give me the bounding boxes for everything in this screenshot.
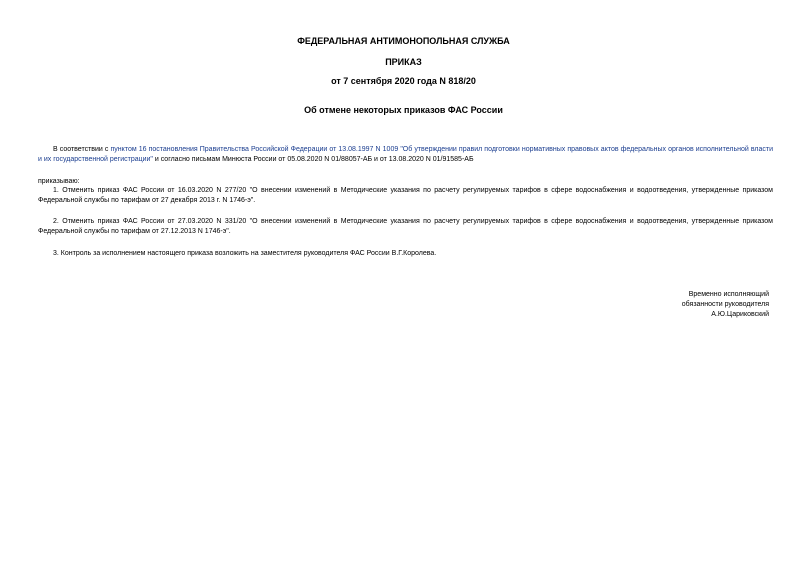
signature-position-line1: Временно исполняющий (688, 291, 769, 298)
intro-paragraph (38, 145, 773, 165)
signature-position-line2: обязанности руководителя (681, 301, 769, 308)
legal-reference-link[interactable]: пунктом 16 постановления Правительства Российской Федерации от 13.08.1997 N 1009 "Об утверждении правил подготовки нормативных правовых актов федеральных органов исполнительной власти и их государственной регистрации" (38, 146, 773, 163)
agency-name: ФЕДЕРАЛЬНАЯ АНТИМОНОПОЛЬНАЯ СЛУЖБА (297, 36, 510, 46)
order-item-3: 3. Контроль за исполнением настоящего приказа возложить на заместителя руководителя ФАС России В.Г.Королева. (53, 250, 437, 257)
order-item-1: 1. Отменить приказ ФАС России от 16.03.2020 N 277/20 "О внесении изменений в Методические указания по расчету регулируемых тарифов в сфере водоснабжения и водоотведения, утвержденные приказом Федеральной службы по тарифам от 27 декабря 2013 г. N 1746-э". (38, 187, 773, 204)
document-title: Об отмене некоторых приказов ФАС России (304, 105, 503, 115)
order-item-2: 2. Отменить приказ ФАС России от 27.03.2020 N 331/20 "О внесении изменений в Методические указания по расчету регулируемых тарифов в сфере водоснабжения и водоотведения, утвержденные приказом Федеральной службы по тарифам от 27.12.2013 N 1746-э". (38, 218, 773, 235)
document-date-number: от 7 сентября 2020 года N 818/20 (331, 76, 476, 86)
intro-prefix: В соответствии с (53, 146, 111, 153)
intro-suffix: и согласно письмам Минюста России от 05.08.2020 N 01/88057-АБ и от 13.08.2020 N 01/91585-АБ (152, 156, 474, 163)
order-word: приказываю: (38, 178, 80, 185)
document-type: ПРИКАЗ (385, 57, 422, 67)
signature-block (682, 290, 769, 320)
signature-name: А.Ю.Цариковский (711, 311, 769, 318)
